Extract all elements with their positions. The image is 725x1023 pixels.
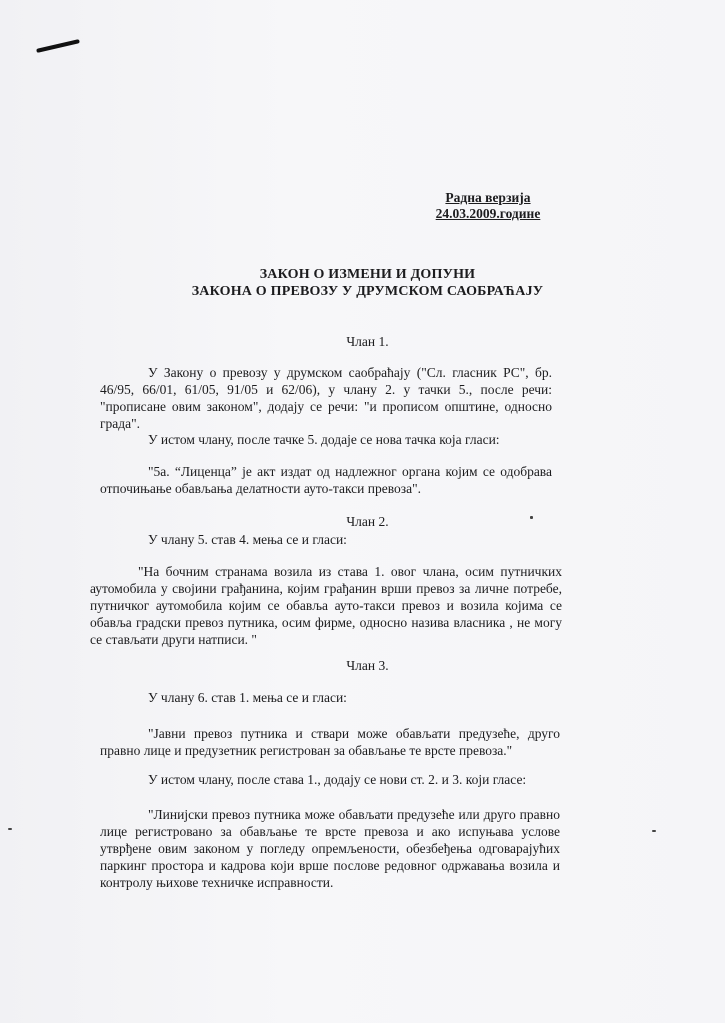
scan-speck bbox=[8, 828, 12, 830]
article-heading: Члан 3. bbox=[346, 658, 389, 673]
paragraph: У члану 5. став 4. мења се и гласи: bbox=[148, 532, 347, 547]
paragraph: У истом члану, после тачке 5. додаје се нова тачка која гласи: bbox=[148, 432, 500, 447]
article-heading: Члан 2. bbox=[346, 514, 389, 529]
paragraph: У истом члану, после става 1., додају се нови ст. 2. и 3. који гласе: bbox=[148, 772, 527, 787]
version-header bbox=[428, 190, 548, 222]
document-title bbox=[100, 266, 635, 300]
paragraph: "5а. “Лиценца” је акт издат од надлежног органа којим се одобрава отпочињање обављања делатности ауто-такси превоза". bbox=[100, 464, 552, 496]
paragraph: У члану 6. став 1. мења се и гласи: bbox=[148, 690, 347, 705]
scan-speck bbox=[652, 830, 656, 832]
title-line-1: ЗАКОН О ИЗМЕНИ И ДОПУНИ bbox=[259, 267, 476, 282]
title-line-2: ЗАКОНА О ПРЕВОЗУ У ДРУМСКОМ САОБРАЋАЈУ bbox=[191, 284, 544, 299]
paragraph: "Линијски превоз путника може обављати предузеће или друго правно лице регистровано за обављање те врсте превоза и ако испуњава услове утврђене овим законом у погледу опремљености, обезбеђења одговарајућих паркинг простора и кадрова који врше послове редовног одржавања возила и контролу њихове техничке исправности. bbox=[100, 807, 560, 890]
paragraph: "На бочним странама возила из става 1. овог члана, осим путничких аутомобила у својини грађанина, којим грађанин врши превоз за личне потребе, путничког аутомобила којим се обавља ауто-такси превоз и возила којима се обавља градски превоз путника, осим фирме, односно назива власника , не могу се стављати други натписи. " bbox=[90, 564, 562, 647]
article-heading: Члан 1. bbox=[346, 334, 389, 349]
paragraph: У Закону о превозу у друмском саобраћају ("Сл. гласник РС", бр. 46/95, 66/01, 61/05, 91/05 и 62/06), у члану 2. у тачки 5., после речи: "прописане овим законом", додају се речи: "и прописом општине, односно града". bbox=[100, 365, 552, 431]
version-date: 24.03.2009.године bbox=[435, 206, 541, 221]
version-label: Радна верзија bbox=[445, 190, 531, 205]
paragraph: "Јавни превоз путника и ствари може обављати предузеће, друго правно лице и предузетник регистрован за обављање те врсте превоза." bbox=[100, 726, 560, 758]
pen-mark bbox=[36, 39, 80, 53]
